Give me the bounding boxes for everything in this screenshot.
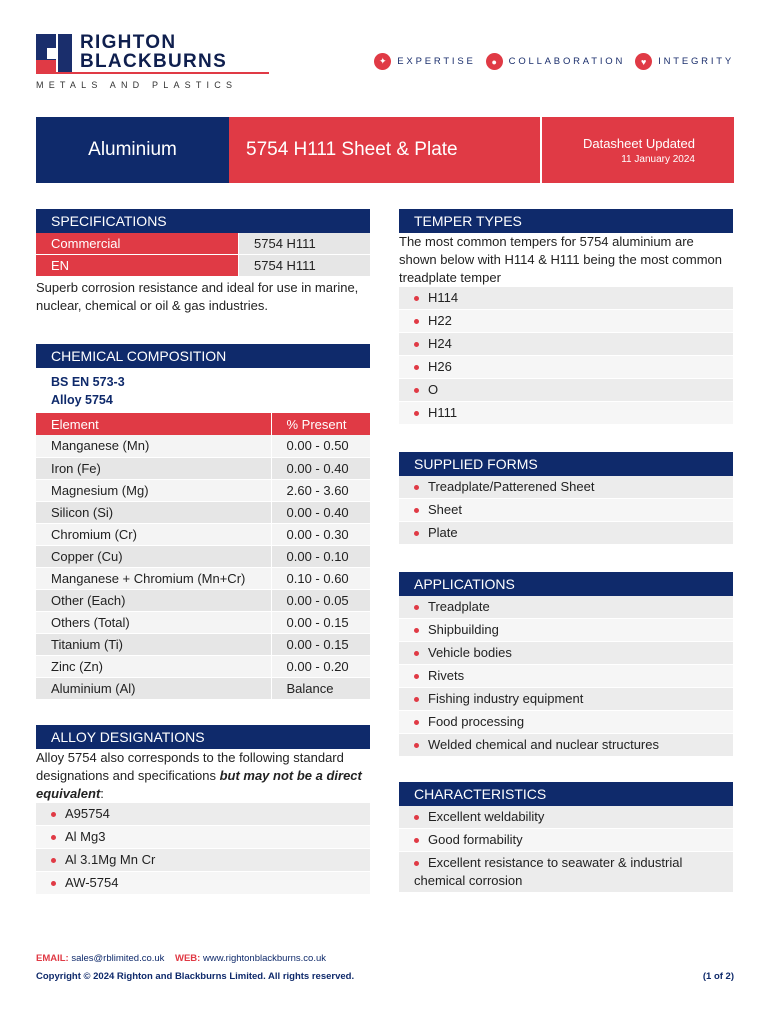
- applications-section: [399, 572, 733, 757]
- element-cell: Manganese (Mn): [36, 435, 271, 457]
- chemical-composition-section: [36, 344, 370, 700]
- list-item-text: Treadplate: [428, 599, 490, 614]
- bullet-icon: [51, 881, 56, 886]
- spec-value: 5754 H111: [238, 233, 370, 255]
- list-item-text: Fishing industry equipment: [428, 691, 584, 706]
- element-cell: Others (Total): [36, 611, 271, 633]
- list-item: [399, 499, 733, 522]
- bullet-icon: [414, 531, 419, 536]
- list-item: [399, 356, 733, 379]
- present-cell: 0.10 - 0.60: [271, 567, 370, 589]
- spec-row: [36, 255, 370, 277]
- brand-line-2: BLACKBURNS: [80, 51, 228, 72]
- logo-wordmark: [80, 33, 227, 71]
- table-row: [36, 523, 370, 545]
- composition-table: [36, 413, 370, 700]
- list-item-text: Excellent resistance to seawater & industrial chemical corrosion: [414, 855, 683, 888]
- list-item: [399, 829, 733, 852]
- bullet-icon: [414, 605, 419, 610]
- present-cell: 2.60 - 3.60: [271, 479, 370, 501]
- datasheet-updated: [542, 117, 734, 183]
- standard-label: BS EN 573-3: [51, 375, 125, 389]
- element-cell: Zinc (Zn): [36, 655, 271, 677]
- logo-divider: [36, 72, 269, 74]
- footer-contact: [36, 953, 734, 964]
- supplied-forms-section: [399, 452, 733, 545]
- value-expertise: [374, 53, 475, 70]
- list-item: [399, 642, 733, 665]
- list-item-text: AW-5754: [65, 875, 119, 890]
- list-item: [399, 852, 733, 893]
- spec-description: Superb corrosion resistance and ideal for use in marine, nuclear, chemical or oil & gas industries.: [36, 280, 359, 313]
- web-label: WEB:: [175, 953, 201, 964]
- element-cell: Copper (Cu): [36, 545, 271, 567]
- forms-list: [399, 476, 733, 545]
- value-label: COLLABORATION: [508, 56, 626, 67]
- section-heading: CHEMICAL COMPOSITION: [36, 344, 370, 368]
- list-item: [36, 803, 370, 826]
- list-item: [399, 806, 733, 829]
- list-item: [399, 711, 733, 734]
- list-item: [36, 872, 370, 895]
- bullet-icon: [414, 411, 419, 416]
- table-row: [36, 501, 370, 523]
- applications-list: [399, 596, 733, 757]
- present-cell: 0.00 - 0.20: [271, 655, 370, 677]
- list-item: [399, 476, 733, 499]
- section-heading: SPECIFICATIONS: [36, 209, 370, 233]
- list-item-text: H26: [428, 359, 452, 374]
- list-item: [36, 826, 370, 849]
- product-title: 5754 H111 Sheet & Plate: [229, 117, 540, 183]
- updated-date: 11 January 2024: [621, 153, 695, 165]
- collaboration-icon: ●: [486, 53, 503, 70]
- characteristics-list: [399, 806, 733, 893]
- table-row: [36, 435, 370, 457]
- temper-list: [399, 287, 733, 425]
- present-cell: 0.00 - 0.50: [271, 435, 370, 457]
- copyright: Copyright © 2024 Righton and Blackburns Limited. All rights reserved.: [36, 971, 355, 982]
- bullet-icon: [414, 815, 419, 820]
- list-item-text: Food processing: [428, 714, 525, 729]
- list-item: [399, 734, 733, 757]
- table-row: [36, 633, 370, 655]
- present-cell: 0.00 - 0.15: [271, 633, 370, 655]
- bullet-icon: [414, 674, 419, 679]
- title-bar: [36, 117, 734, 183]
- list-item: [399, 333, 733, 356]
- specifications-section: [36, 209, 370, 315]
- email-link[interactable]: sales@rblimited.co.uk: [71, 953, 165, 964]
- bullet-icon: [414, 628, 419, 633]
- bullet-icon: [51, 858, 56, 863]
- list-item: [36, 849, 370, 872]
- company-values: [374, 53, 734, 70]
- temper-intro: The most common tempers for 5754 aluminium are shown below with H114 & H111 being the most common treadplate temper: [399, 234, 723, 285]
- bullet-icon: [414, 743, 419, 748]
- list-item-text: Good formability: [428, 832, 523, 847]
- footer-legal: [36, 971, 734, 982]
- characteristics-section: [399, 782, 733, 893]
- email-label: EMAIL:: [36, 953, 69, 964]
- table-row: [36, 611, 370, 633]
- value-collaboration: [486, 53, 625, 70]
- section-heading: APPLICATIONS: [399, 572, 733, 596]
- bullet-icon: [414, 485, 419, 490]
- element-cell: Iron (Fe): [36, 457, 271, 479]
- table-row: [36, 479, 370, 501]
- list-item-text: Al Mg3: [65, 829, 106, 844]
- list-item: [399, 688, 733, 711]
- bullet-icon: [414, 861, 419, 866]
- list-item-text: Rivets: [428, 668, 465, 683]
- value-label: INTEGRITY: [658, 56, 734, 67]
- present-cell: 0.00 - 0.30: [271, 523, 370, 545]
- section-heading: CHARACTERISTICS: [399, 782, 733, 806]
- section-heading: SUPPLIED FORMS: [399, 452, 733, 476]
- bullet-icon: [414, 296, 419, 301]
- list-item: [399, 310, 733, 333]
- material-title: Aluminium: [36, 117, 229, 183]
- spec-row: [36, 233, 370, 255]
- column-header-present: % Present: [271, 413, 370, 435]
- bullet-icon: [414, 365, 419, 370]
- spec-key: EN: [36, 255, 238, 277]
- element-cell: Magnesium (Mg): [36, 479, 271, 501]
- bullet-icon: [51, 812, 56, 817]
- element-cell: Silicon (Si): [36, 501, 271, 523]
- list-item-text: A95754: [65, 806, 110, 821]
- list-item: [399, 596, 733, 619]
- list-item-text: Vehicle bodies: [428, 645, 512, 660]
- element-cell: Titanium (Ti): [36, 633, 271, 655]
- list-item-text: Welded chemical and nuclear structures: [428, 737, 659, 752]
- spec-value: 5754 H111: [238, 255, 370, 277]
- table-row: [36, 567, 370, 589]
- list-item-text: H114: [428, 290, 459, 305]
- table-row: [36, 677, 370, 699]
- updated-label: Datasheet Updated: [582, 135, 695, 151]
- list-item-text: Shipbuilding: [428, 622, 499, 637]
- list-item: [399, 619, 733, 642]
- list-item: [399, 522, 733, 545]
- list-item: [399, 665, 733, 688]
- list-item: [399, 379, 733, 402]
- present-cell: Balance: [271, 677, 370, 699]
- element-cell: Other (Each): [36, 589, 271, 611]
- element-cell: Chromium (Cr): [36, 523, 271, 545]
- list-item-text: H22: [428, 313, 452, 328]
- alloy-intro-text: Alloy 5754 also corresponds to the following standard designations and specifications: [36, 750, 344, 783]
- present-cell: 0.00 - 0.15: [271, 611, 370, 633]
- spec-key: Commercial: [36, 233, 238, 255]
- bullet-icon: [414, 697, 419, 702]
- section-heading: ALLOY DESIGNATIONS: [36, 725, 370, 749]
- list-item-text: O: [428, 382, 439, 397]
- bullet-icon: [51, 835, 56, 840]
- list-item-text: Treadplate/Patterened Sheet: [428, 479, 595, 494]
- list-item-text: H111: [428, 405, 458, 420]
- page-number: (1 of 2): [702, 971, 734, 982]
- web-link[interactable]: www.rightonblackburns.co.uk: [202, 953, 327, 964]
- list-item-text: Al 3.1Mg Mn Cr: [65, 852, 156, 867]
- present-cell: 0.00 - 0.40: [271, 457, 370, 479]
- table-row: [36, 545, 370, 567]
- expertise-icon: ✦: [374, 53, 391, 70]
- section-heading: TEMPER TYPES: [399, 209, 733, 233]
- column-header-element: Element: [36, 413, 271, 435]
- alloy-intro-emphasis: but may not be a direct equivalent: [36, 768, 362, 801]
- present-cell: 0.00 - 0.10: [271, 545, 370, 567]
- bullet-icon: [414, 651, 419, 656]
- table-row: [36, 457, 370, 479]
- list-item-text: Plate: [428, 525, 458, 540]
- bullet-icon: [414, 508, 419, 513]
- alloy-designations-section: [36, 725, 370, 895]
- temper-types-section: [399, 209, 733, 425]
- brand-line-1: RIGHTON: [80, 32, 177, 53]
- table-row: [36, 589, 370, 611]
- table-header-row: [36, 413, 370, 435]
- list-item-text: H24: [428, 336, 452, 351]
- element-cell: Aluminium (Al): [36, 677, 271, 699]
- bullet-icon: [414, 319, 419, 324]
- element-cell: Manganese + Chromium (Mn+Cr): [36, 567, 271, 589]
- value-integrity: [635, 53, 734, 70]
- footer: [36, 953, 734, 982]
- alloy-intro: [36, 749, 370, 803]
- table-row: [36, 655, 370, 677]
- value-label: EXPERTISE: [397, 56, 476, 67]
- present-cell: 0.00 - 0.05: [271, 589, 370, 611]
- alloy-intro-end: :: [100, 786, 104, 801]
- bullet-icon: [414, 388, 419, 393]
- list-item: [399, 402, 733, 425]
- list-item-text: Excellent weldability: [428, 809, 545, 824]
- logo-mark-icon: [36, 34, 74, 72]
- present-cell: 0.00 - 0.40: [271, 501, 370, 523]
- bullet-icon: [414, 342, 419, 347]
- designation-list: [36, 803, 370, 895]
- bullet-icon: [414, 720, 419, 725]
- list-item: [399, 287, 733, 310]
- alloy-label: Alloy 5754: [51, 393, 113, 407]
- list-item-text: Sheet: [428, 502, 462, 517]
- bullet-icon: [414, 838, 419, 843]
- integrity-icon: ♥: [635, 53, 652, 70]
- brand-subtitle: METALS AND PLASTICS: [36, 80, 238, 90]
